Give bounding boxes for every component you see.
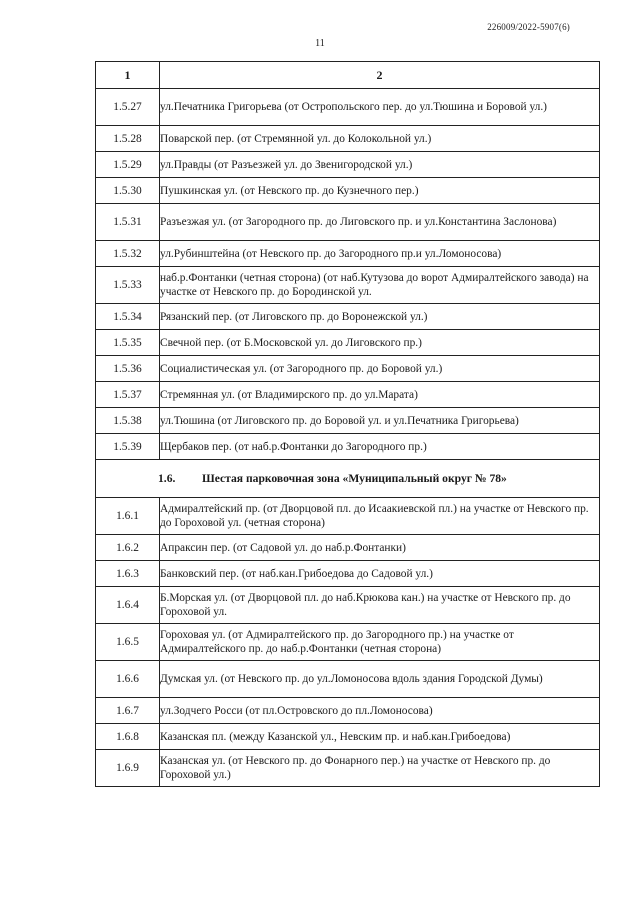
table-row bbox=[96, 304, 600, 330]
table-row bbox=[96, 587, 600, 624]
row-description: Казанская пл. (между Казанской ул., Невским пр. и наб.кан.Грибоедова) bbox=[160, 724, 600, 750]
row-description: Думская ул. (от Невского пр. до ул.Ломоносова вдоль здания Городской Думы) bbox=[160, 661, 600, 698]
row-number: 1.6.5 bbox=[96, 624, 160, 661]
row-number: 1.5.35 bbox=[96, 330, 160, 356]
row-number: 1.5.29 bbox=[96, 152, 160, 178]
row-number: 1.5.31 bbox=[96, 204, 160, 241]
row-number: 1.5.34 bbox=[96, 304, 160, 330]
page-number: 11 bbox=[315, 38, 325, 49]
column-header-1: 1 bbox=[96, 62, 160, 89]
row-description: Поварской пер. (от Стремянной ул. до Колокольной ул.) bbox=[160, 126, 600, 152]
table-row bbox=[96, 750, 600, 787]
row-description: ул.Рубинштейна (от Невского пр. до Загородного пр.и ул.Ломоносова) bbox=[160, 241, 600, 267]
table-row bbox=[96, 241, 600, 267]
table-row bbox=[96, 382, 600, 408]
row-number: 1.6.4 bbox=[96, 587, 160, 624]
streets-table bbox=[95, 61, 600, 787]
table-row bbox=[96, 624, 600, 661]
table-row bbox=[96, 89, 600, 126]
row-description: ул.Тюшина (от Лиговского пр. до Боровой ул. и ул.Печатника Григорьева) bbox=[160, 408, 600, 434]
row-description: Рязанский пер. (от Лиговского пр. до Воронежской ул.) bbox=[160, 304, 600, 330]
row-number: 1.6.8 bbox=[96, 724, 160, 750]
table-row bbox=[96, 126, 600, 152]
row-description: Щербаков пер. (от наб.р.Фонтанки до Загородного пр.) bbox=[160, 434, 600, 460]
row-description: Банковский пер. (от наб.кан.Грибоедова до Садовой ул.) bbox=[160, 561, 600, 587]
row-description: Казанская ул. (от Невского пр. до Фонарного пер.) на участке от Невского пр. до Гороховой ул.) bbox=[160, 750, 600, 787]
row-number: 1.6.6 bbox=[96, 661, 160, 698]
section-header-row bbox=[96, 460, 600, 498]
row-description: ул.Правды (от Разъезжей ул. до Звенигородской ул.) bbox=[160, 152, 600, 178]
table-row bbox=[96, 330, 600, 356]
row-number: 1.6.2 bbox=[96, 535, 160, 561]
row-description: Б.Морская ул. (от Дворцовой пл. до наб.Крюкова кан.) на участке от Невского пр. до Гороховой ул. bbox=[160, 587, 600, 624]
row-description: наб.р.Фонтанки (четная сторона) (от наб.Кутузова до ворот Адмиралтейского завода) на участке от Невского пр. до Бородинской ул. bbox=[160, 267, 600, 304]
document-number: 226009/2022-5907(6) bbox=[487, 22, 570, 32]
row-number: 1.5.37 bbox=[96, 382, 160, 408]
row-number: 1.5.33 bbox=[96, 267, 160, 304]
column-header-2: 2 bbox=[160, 62, 600, 89]
row-description: ул.Зодчего Росси (от пл.Островского до пл.Ломоносова) bbox=[160, 698, 600, 724]
table-row bbox=[96, 434, 600, 460]
table-row bbox=[96, 178, 600, 204]
row-number: 1.5.27 bbox=[96, 89, 160, 126]
section-title: Шестая парковочная зона «Муниципальный округ № 78» bbox=[202, 471, 507, 485]
row-number: 1.5.36 bbox=[96, 356, 160, 382]
streets-table-body bbox=[96, 62, 600, 787]
row-number: 1.5.39 bbox=[96, 434, 160, 460]
row-number: 1.6.7 bbox=[96, 698, 160, 724]
row-description: Разъезжая ул. (от Загородного пр. до Лиговского пр. и ул.Константина Заслонова) bbox=[160, 204, 600, 241]
table-header-row bbox=[96, 62, 600, 89]
table-row bbox=[96, 661, 600, 698]
row-description: ул.Печатника Григорьева (от Остропольского пер. до ул.Тюшина и Боровой ул.) bbox=[160, 89, 600, 126]
row-description: Адмиралтейский пр. (от Дворцовой пл. до Исаакиевской пл.) на участке от Невского пр. до Гороховой ул. (четная сторона) bbox=[160, 498, 600, 535]
row-description: Апраксин пер. (от Садовой ул. до наб.р.Фонтанки) bbox=[160, 535, 600, 561]
row-number: 1.6.3 bbox=[96, 561, 160, 587]
row-description: Свечной пер. (от Б.Московской ул. до Лиговского пр.) bbox=[160, 330, 600, 356]
section-number: 1.6. bbox=[158, 471, 176, 485]
row-number: 1.6.1 bbox=[96, 498, 160, 535]
row-number: 1.5.38 bbox=[96, 408, 160, 434]
table-row bbox=[96, 408, 600, 434]
row-description: Социалистическая ул. (от Загородного пр. до Боровой ул.) bbox=[160, 356, 600, 382]
table-row bbox=[96, 724, 600, 750]
table-row bbox=[96, 535, 600, 561]
row-description: Стремянная ул. (от Владимирского пр. до ул.Марата) bbox=[160, 382, 600, 408]
table-row bbox=[96, 698, 600, 724]
table-row bbox=[96, 561, 600, 587]
row-description: Гороховая ул. (от Адмиралтейского пр. до Загородного пр.) на участке от Адмиралтейского пр. до наб.р.Фонтанки (четная сторона) bbox=[160, 624, 600, 661]
table-row bbox=[96, 204, 600, 241]
row-number: 1.5.28 bbox=[96, 126, 160, 152]
table-row bbox=[96, 267, 600, 304]
row-description: Пушкинская ул. (от Невского пр. до Кузнечного пер.) bbox=[160, 178, 600, 204]
section-header bbox=[96, 460, 600, 498]
row-number: 1.5.30 bbox=[96, 178, 160, 204]
table-row bbox=[96, 152, 600, 178]
row-number: 1.5.32 bbox=[96, 241, 160, 267]
table-row bbox=[96, 356, 600, 382]
row-number: 1.6.9 bbox=[96, 750, 160, 787]
table-row bbox=[96, 498, 600, 535]
